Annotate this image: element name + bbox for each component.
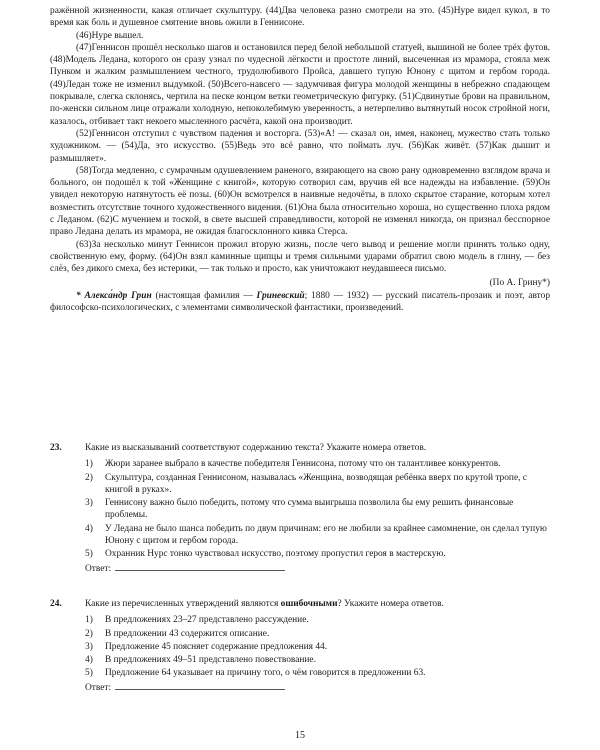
- reading-text: [50, 5, 550, 314]
- option-number: 2): [85, 472, 93, 483]
- option-5: [85, 667, 550, 679]
- option-number: 4): [85, 655, 93, 666]
- task-23: [50, 442, 550, 575]
- author-note-mid: (настоящая фамилия —: [151, 290, 257, 301]
- author-note: [50, 290, 550, 315]
- paragraph-2: (46)Нуре вышел.: [76, 30, 144, 41]
- answer-field[interactable]: [115, 562, 285, 571]
- option-text: Геннисону важно было победить, потому что сумма выигрыша позволила бы ему решить финансовые проблемы.: [105, 498, 514, 521]
- task-24-options: [85, 614, 550, 679]
- option-text: В предложении 43 содержится описание.: [105, 628, 270, 639]
- author-name: * Алекса́ндр Грин: [76, 290, 152, 301]
- option-3: [85, 641, 550, 653]
- task-24-question: [50, 598, 550, 610]
- option-text: Скульптура, созданная Геннисоном, называлась «Женщина, возводящая ребёнка вверх по крутой тропе, с книгой в руках».: [105, 472, 527, 495]
- option-3: [85, 497, 550, 522]
- paragraph-6: (63)За несколько минут Геннисон прожил вторую жизнь, после чего вывод и решение могли принять только одну, свойственную ему, форму. (64)Он взял каминные щипцы и тремя сильными ударами обратил свою модель в глину, — без слёз, без дикого смеха, без истерики, — так только и просто, как уничтожают неудавшееся письмо.: [50, 239, 550, 275]
- answer-label: Ответ:: [85, 682, 112, 693]
- option-4: [85, 523, 550, 548]
- task-24-answer: [85, 681, 550, 694]
- answer-label: Ответ:: [85, 563, 112, 574]
- task-24-number: 24.: [50, 599, 62, 609]
- paragraph-3: (47)Геннисон прошёл несколько шагов и остановился перед белой небольшой статуей, вышиной не более трёх футов. (48)Модель Ледана, которого он сразу узнал по чудесной лёгкости и простоте линий, высеченная из мрамора, стояла меж Пунком и жалким размышлением честного, трудолюбивого Пройса, давшего тупую Юнону с щитом и гербом города. (49)Ледан тоже не изменил выдумкой. (50)Всего-навсего — задумчивая фигура молодой женщины в небрежно спадающем покрывале, слегка склонясь, чертила на песке концом ветки геометрическую фигурку. (51)Сдвинутые брови на правильном, по-женски сильном лице отражали холодную, непоколебимую уверенность, а нетерпеливо вытянутый носок стройной ноги, казалось, отбивает такт некоего мысленного расчёта, какой она производит.: [50, 42, 550, 127]
- task-24-question-post: ? Укажите номера ответов.: [337, 599, 444, 609]
- option-2: [85, 472, 550, 497]
- option-4: [85, 654, 550, 666]
- task-24: [50, 598, 550, 694]
- task-23-answer: [85, 562, 550, 575]
- option-number: 5): [85, 549, 93, 560]
- author-note-rest: ; 1880 — 1932) — русский писатель-прозаик и поэт, автор философско-психологических, с элементами символической фантастики, произведений.: [50, 290, 551, 314]
- page-number: 15: [295, 730, 305, 741]
- option-text: Предложение 45 поясняет содержание предложения 44.: [105, 641, 328, 652]
- task-24-question-pre: Какие из перечисленных утверждений являются: [85, 599, 281, 609]
- answer-field[interactable]: [115, 681, 285, 690]
- author-real-name: Гриневский: [256, 290, 305, 301]
- option-number: 4): [85, 523, 93, 534]
- text-source: (По А. Грину*): [489, 277, 550, 288]
- option-1: [85, 458, 550, 470]
- task-24-question-bold: ошибочными: [280, 599, 338, 609]
- task-23-question: [50, 442, 550, 454]
- option-text: Предложение 64 указывает на причину того, о чём говорится в предложении 63.: [105, 668, 426, 679]
- option-5: [85, 548, 550, 560]
- option-text: Охранник Нурс тонко чувствовал искусство, поэтому пропустил героя в мастерскую.: [105, 549, 446, 560]
- option-2: [85, 628, 550, 640]
- option-text: В предложениях 49–51 представлено повествование.: [105, 655, 316, 666]
- task-23-question-text: Какие из высказываний соответствуют содержанию текста? Укажите номера ответов.: [85, 443, 427, 453]
- option-number: 1): [85, 459, 93, 470]
- task-23-number: 23.: [50, 443, 62, 453]
- task-23-options: [85, 458, 550, 560]
- option-text: В предложениях 23–27 представлено рассуждение.: [105, 615, 309, 626]
- option-text: Жюри заранее выбрало в качестве победителя Геннисона, потому что он талантливее конкурентов.: [105, 459, 501, 470]
- option-number: 5): [85, 668, 93, 679]
- paragraph-4: (52)Геннисон отступил с чувством падения и восторга. (53)«А! — сказал он, имея, наконец, мужество стать только художником. — (54)Да, это искусство. (55)Ведь это всё равно, что поймать луч. (56)Как живёт. (57)Как дышит и размышляет».: [50, 128, 550, 164]
- paragraph-5: (58)Тогда медленно, с сумрачным одушевлением раненого, взирающего на свою рану одновременно взглядом врача и больного, он подошёл к той «Женщине с книгой», которую сотворил сам, вручив ей все надежды на избавление. (59)Он увидел некоторую натянутость её позы. (60)Он всмотрелся в наивные недочёты, в плохо скрытое старание, которым хотел возместить отсутствие точного художественного видения. (61)Она была относительно хороша, но существенно плоха рядом с Леданом. (62)С мучением и тоской, в свете высшей справедливости, которой не изменял никогда, он признал бесспорное право Ледана делать из мрамора, не ожидая благосклонного кивка Стерса.: [50, 165, 550, 238]
- option-number: 1): [85, 615, 93, 626]
- option-text: У Ледана не было шанса победить по двум причинам: его не любили за крайнее самомнение, он сделал тупую Юнону с щитом и гербом города.: [105, 523, 547, 547]
- option-number: 3): [85, 641, 93, 652]
- paragraph-1: ражённой жизненности, какая отличает скульптуру. (44)Два человека разно смотрели на это. (45)Нуре видел кукол, в то время как боль и душевное смятение вновь ожили в Геннисоне.: [50, 6, 550, 29]
- option-1: [85, 614, 550, 626]
- option-number: 2): [85, 628, 93, 639]
- option-number: 3): [85, 498, 93, 509]
